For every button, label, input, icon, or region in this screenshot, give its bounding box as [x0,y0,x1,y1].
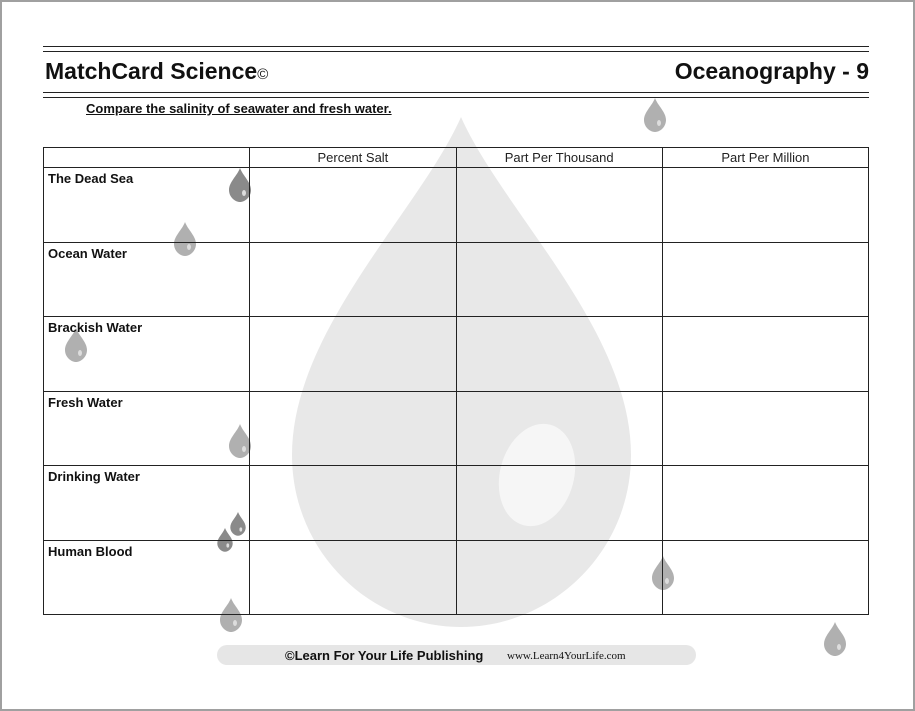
row-label: Fresh Water [44,391,250,466]
answer-cell-percent-salt[interactable] [250,317,456,392]
answer-cell-percent-salt[interactable] [250,391,456,466]
answer-cell-ppm[interactable] [662,168,868,243]
water-drop-icon [824,622,846,656]
table-row [44,242,869,317]
topic-title: Oceanography - 9 [674,58,869,84]
answer-cell-percent-salt[interactable] [250,168,456,243]
answer-cell-ppt[interactable] [456,540,662,615]
answer-cell-ppm[interactable] [662,391,868,466]
answer-cell-ppm[interactable] [662,317,868,392]
column-header: Part Per Million [662,148,868,168]
column-header [44,148,250,168]
answer-cell-ppt[interactable] [456,466,662,541]
row-label: Drinking Water [44,466,250,541]
row-label: Ocean Water [44,242,250,317]
answer-cell-percent-salt[interactable] [250,242,456,317]
table-row [44,317,869,392]
row-label: Brackish Water [44,317,250,392]
table-row [44,168,869,243]
instructions: Compare the salinity of seawater and fresh water. [86,101,392,116]
worksheet-title [45,58,268,85]
answer-cell-percent-salt[interactable] [250,466,456,541]
publisher-name: ©Learn For Your Life Publishing [285,648,484,663]
table-row [44,466,869,541]
row-label: Human Blood [44,540,250,615]
footer-bar [217,645,696,665]
rule [43,92,869,93]
answer-cell-ppt[interactable] [456,242,662,317]
copyright-symbol: © [257,66,269,83]
rule [43,97,869,98]
table-row [44,540,869,615]
rule [43,51,869,52]
column-header: Percent Salt [250,148,456,168]
answer-cell-ppt[interactable] [456,168,662,243]
row-label: The Dead Sea [44,168,250,243]
answer-cell-ppm[interactable] [662,242,868,317]
column-header: Part Per Thousand [456,148,662,168]
publisher-url: www.Learn4YourLife.com [507,650,626,662]
water-drop-icon [644,98,666,132]
table-row [44,391,869,466]
answer-cell-ppt[interactable] [456,391,662,466]
rule [43,46,869,47]
title-text: MatchCard Science [45,58,258,84]
salinity-table [43,147,869,615]
table-header-row [44,148,869,168]
answer-cell-ppm[interactable] [662,466,868,541]
answer-cell-ppt[interactable] [456,317,662,392]
answer-cell-ppm[interactable] [662,540,868,615]
answer-cell-percent-salt[interactable] [250,540,456,615]
